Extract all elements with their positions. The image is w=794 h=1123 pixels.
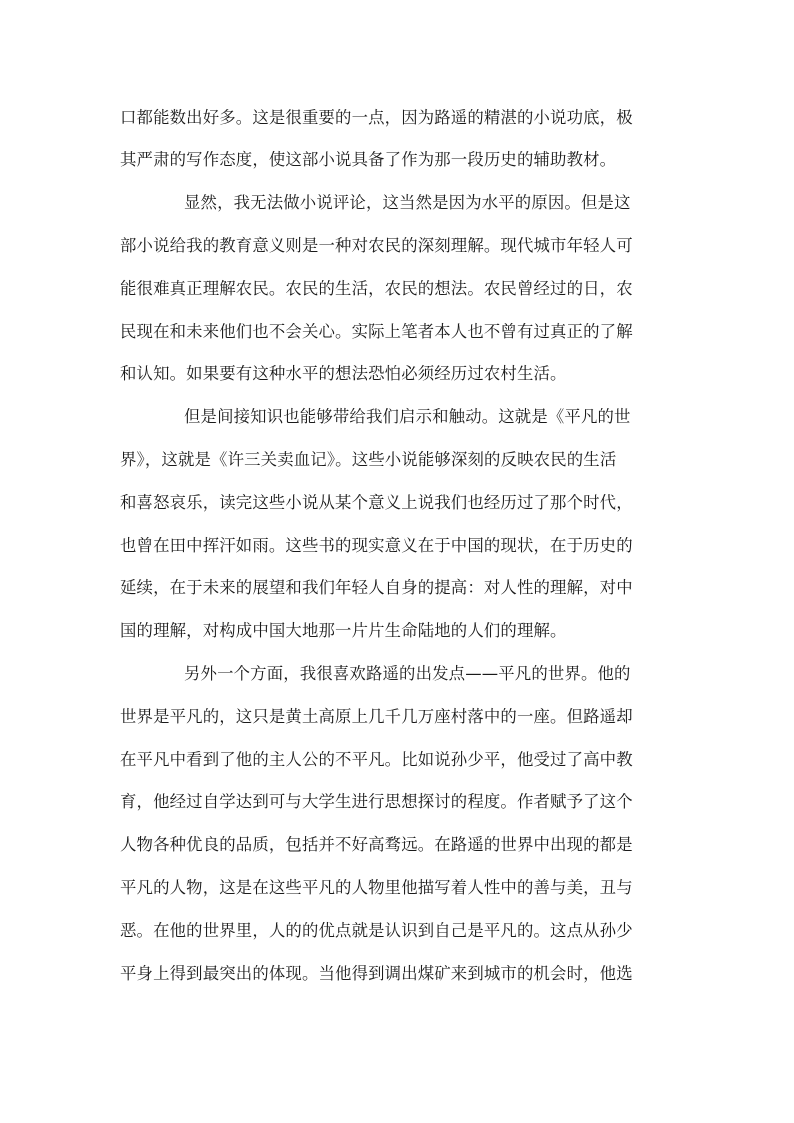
- text-line: 能很难真正理解农民。农民的生活，农民的想法。农民曾经过的日，农: [120, 279, 633, 298]
- text-line: 和认知。如果要有这种水平的想法恐怕必须经历过农村生活。: [120, 364, 567, 383]
- text-line: 平身上得到最突出的体现。当他得到调出煤矿来到城市的机会时，他选: [120, 964, 633, 983]
- text-line: 和喜怒哀乐，读完这些小说从某个意义上说我们也经历过了那个时代，: [120, 493, 633, 512]
- text-line: 其严肃的写作态度，使这部小说具备了作为那一段历史的辅助教材。: [120, 150, 617, 169]
- text-line: 平凡的人物，这是在这些平凡的人物里他描写着人性中的善与美，丑与: [120, 878, 633, 897]
- text-line: 部小说给我的教育意义则是一种对农民的深刻理解。现代城市年轻人可: [120, 236, 633, 255]
- text-line: 世界是平凡的，这只是黄土高原上几千几万座村落中的一座。但路遥却: [120, 707, 633, 726]
- text-line: 国的理解，对构成中国大地那一片片生命陆地的人们的理解。: [120, 621, 567, 640]
- text-line: 界》，这就是《许三关卖血记》。这些小说能够深刻的反映农民的生活: [120, 450, 617, 469]
- text-line: 人物各种优良的品质，包括并不好高骛远。在路遥的世界中出现的都是: [120, 835, 633, 854]
- text-line: 延续，在于未来的展望和我们年轻人自身的提高：对人性的理解，对中: [120, 578, 633, 597]
- text-line: 也曾在田中挥汗如雨。这些书的现实意义在于中国的现状，在于历史的: [120, 536, 633, 555]
- paragraph-start-line: 显然，我无法做小说评论，这当然是因为水平的原因。但是这: [184, 193, 631, 212]
- text-line: 育，他经过自学达到可与大学生进行思想探讨的程度。作者赋予了这个: [120, 792, 633, 811]
- text-line: 口都能数出好多。这是很重要的一点，因为路遥的精湛的小说功底，极: [120, 108, 633, 127]
- text-line: 民现在和未来他们也不会关心。实际上笔者本人也不曾有过真正的了解: [120, 322, 633, 341]
- text-line: 恶。在他的世界里，人的的优点就是认识到自己是平凡的。这点从孙少: [120, 921, 633, 940]
- paragraph-start-line: 另外一个方面，我很喜欢路遥的出发点——平凡的世界。他的: [184, 664, 631, 683]
- text-line: 在平凡中看到了他的主人公的不平凡。比如说孙少平，他受过了高中教: [120, 750, 633, 769]
- paragraph-start-line: 但是间接知识也能够带给我们启示和触动。这就是《平凡的世: [184, 407, 631, 426]
